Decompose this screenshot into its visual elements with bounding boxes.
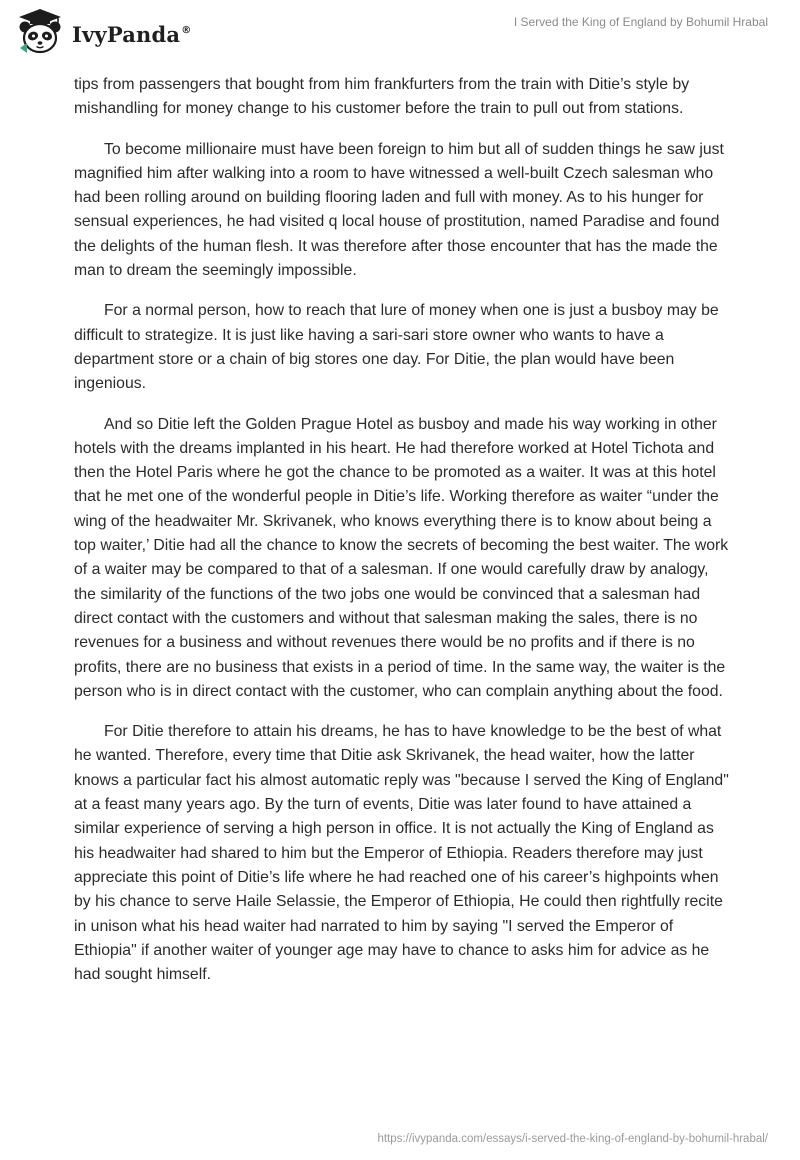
paragraph: And so Ditie left the Golden Prague Hotel as busboy and made his way working in other hotels with the dreams implanted in his heart. He had therefore worked at Hotel Tichota and then the Hotel Paris where he got the chance to be promoted as a waiter. It was at this hotel that he met one of the wonderful people in Ditie’s life. Working therefore as waiter “under the wing of the headwaiter Mr. Skrivanek, who knows everything there is to know about being a top waiter,’ Ditie had all the chance to know the secrets of becoming the best waiter. The work of a waiter may be compared to that of a salesman. If one would carefully draw by analogy, the similarity of the functions of the two jobs one would be convinced that a salesman had direct contact with the customers and without that salesman making the sales, there is no revenues for a business and without revenues there would be no profits and if there is no profits, there are no business that exists in a period of time. In the same way, the waiter is the person who is in direct contact with the customer, who can complain anything about the food. bbox=[74, 415, 729, 700]
registered-mark: ® bbox=[181, 24, 192, 36]
page-header bbox=[0, 0, 800, 60]
document-title: I Served the King of England by Bohumil Hrabal bbox=[513, 15, 768, 29]
source-url-link[interactable]: https://ivypanda.com/essays/i-served-the-king-of-england-by-bohumil-hrabal/ bbox=[377, 1133, 768, 1145]
essay-body bbox=[74, 73, 734, 1003]
brand-logo[interactable] bbox=[14, 6, 191, 58]
paragraph: For Ditie therefore to attain his dreams, he has to have knowledge to be the best of what he wanted. Therefore, every time that Ditie ask Skrivanek, the head waiter, how the latter knows a particular fact his almost automatic reply was "because I served the King of England" at a feast many years ago. By the turn of events, Ditie was later found to have attained a similar experience of serving a high person in office. It is not actually the King of England as his headwaiter had shared to him but the Emperor of Ethiopia. Readers therefore may just appreciate this point of Ditie’s life where he had reached one of his career’s highpoints when by his chance to serve Haile Selassie, the Emperor of Ethiopia, He could then rightfully recite in unison what his head waiter had narrated to him by saying "I served the Emperor of Ethiopia" if another waiter of younger age may have to chance to asks him for advice as he had sought himself. bbox=[74, 723, 729, 984]
paragraph: For a normal person, how to reach that lure of money when one is just a busboy may be difficult to strategize. It is just like having a sari-sari store owner who wants to have a department store or a chain of big stores one day. For Ditie, the plan would have been ingenious. bbox=[74, 302, 719, 393]
panda-logo-icon bbox=[14, 6, 66, 58]
brand-name: IvyPanda® bbox=[72, 21, 192, 47]
paragraph: To become millionaire must have been foreign to him but all of sudden things he saw just magnified him after walking into a room to have witnessed a well-built Czech salesman who had been rolling around on building flooring laden and full with money. As to his hunger for sensual experiences, he had visited q local house of prostitution, named Paradise and found the delights of the human flesh. It was therefore after those encounter that has the made the man to dream the seemingly impossible. bbox=[74, 140, 724, 280]
paragraph: tips from passengers that bought from him frankfurters from the train with Ditie’s style by mishandling for money change to his customer before the train to pull out from stations. bbox=[74, 76, 690, 118]
